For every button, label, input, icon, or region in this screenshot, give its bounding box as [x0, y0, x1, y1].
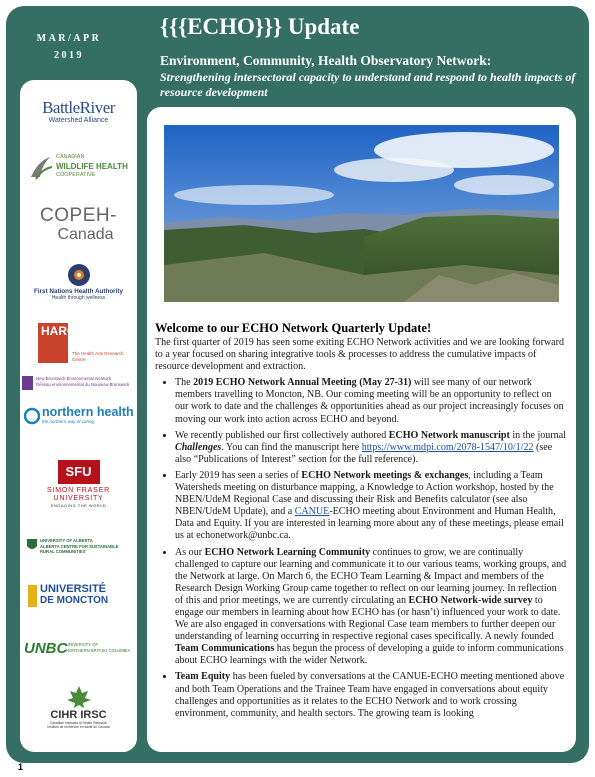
article-intro: The first quarter of 2019 has seen some exiting ECHO Network activities and we are looking forward to a year focused on sharing integrative tools & processes to address the cumulative impacts of resource development and extraction.: [155, 337, 565, 373]
list-item: • Early 2019 has seen a series of ECHO Network meetings & exchanges, including a Team Watersheds meeting on disturbance mapping, a Knowledge to Action workshop, hosted by the NBEN/UdeM Regional Case and discussing their Risk and Benefits calculator (see also NBEN/UdeM Update), and a CANUE-ECHO meeting about Environment and Human Health, Data and Equity. If you are interested in learning more about any of these meetings, please email us at echonetwork@unbc.ca.: [175, 469, 567, 543]
newsletter-subtitle: Environment, Community, Health Observatory Network:: [160, 53, 492, 68]
battle-river-logo: BattleRiver Watershed Alliance: [42, 98, 115, 124]
issue-month: MAR/APR: [36, 33, 102, 44]
bird-icon: [28, 153, 54, 181]
page-number: 1: [18, 762, 24, 772]
cihr-irsc-logo: CIHR IRSC Canadian Institutes of Health Research Instituts de recherche en santé du Canada: [20, 685, 137, 729]
article-heading: Welcome to our ECHO Network Quarterly Update!: [155, 321, 432, 335]
maple-leaf-icon: [64, 685, 94, 709]
leaf-icon: [24, 407, 40, 425]
article-body: [155, 321, 567, 723]
list-item: • Team Equity has been fueled by conversations at the CANUE-ECHO meeting mentioned above and both Team Operations and the Trainee Team have engaged in conversations about equity challenges and opportunities as it relates to the ECHO Network and to work crossing environment, community, and health sectors. The growing team is looking: [175, 670, 567, 719]
main-content-panel: [147, 107, 576, 752]
article-bullets: [155, 376, 567, 720]
partner-logos-panel: BattleRiver Watershed Alliance CANADIAN WILDLIFE HEALTH COOPERATIVE COPEH- Canada First Nations Health Authority Health through wellness HARC The Health Arts Research Centre New Brunswick Environmental Network Réseau environnemental du Nouveau-Brunswick northern health the northern way of caring SFU SIMON FRASER UNIVERSITY ENGAGING THE WORLD UNIVERSITY OF ALBERTA ALBERTA CENTRE FOR SUSTAINABLE RURAL COMMUNITIES UNIVERSITÉ DE MONCTON UNBC UNIVERSITY OF NORTHERN BRITISH COLUMBIA CIHR IRSC Canadian Institutes of Health Research Instituts de recherche en santé du Canada: [20, 80, 137, 752]
sfu-logo: SFU SIMON FRASER UNIVERSITY ENGAGING THE WORLD: [20, 460, 137, 508]
newsletter-tagline: Strengthening intersectoral capacity to understand and respond to health impacts of resource development: [160, 70, 576, 99]
crest-icon: [26, 538, 38, 552]
mountain-landscape-photo: [164, 125, 559, 302]
first-nations-health-authority-logo: First Nations Health Authority Health through wellness: [20, 262, 137, 301]
issue-date: [10, 30, 128, 64]
list-item: • We recently published our first collectively authored ECHO Network manuscript in the journal Challenges. You can find the manuscript here https://www.mdpi.com/2078-1547/10/1/22 (see also “Publications of Interest” section for the full reference).: [175, 429, 567, 466]
issue-year: 2019: [54, 50, 84, 61]
list-item: • The 2019 ECHO Network Annual Meeting (May 27-31) will see many of our network members travelling to Moncton, NB. Our coming meeting will be an opportunity to reflect on our work to date and the challenges & opportunities ahead as our project increasingly focuses on moving our work into action across ECHO and beyond.: [175, 376, 567, 425]
copeh-canada-logo: COPEH- Canada: [40, 205, 117, 243]
canue-link[interactable]: CANUE: [294, 506, 330, 518]
list-item: • As our ECHO Network Learning Community continues to grow, we are continually challenged to capture our learning and communicate it to our various teams, working groups, and the Network at large. On March 6, the ECHO Team Learning & Impact and members of the Research Design Working Group came together to reflect on our learning journey. In reflection of this and prior meetings, we are currently circulating an ECHO Network-wide survey to engage our members in learning about how ECHO has (or hasn’t) influenced your work to date. We are also engaged in conversations with Regional Case team members to further deepen our understanding of learning occurring in respective regional cases specifically. A newly founded Team Communications has begun the process of developing a guide to inform communications about ECHO learnings with the wider Network.: [175, 546, 567, 668]
eagle-icon: [64, 262, 94, 288]
manuscript-link[interactable]: https://www.mdpi.com/2078-1547/10/1/22: [361, 441, 534, 453]
newsletter-title: {{{ECHO}}} Update: [160, 14, 360, 39]
